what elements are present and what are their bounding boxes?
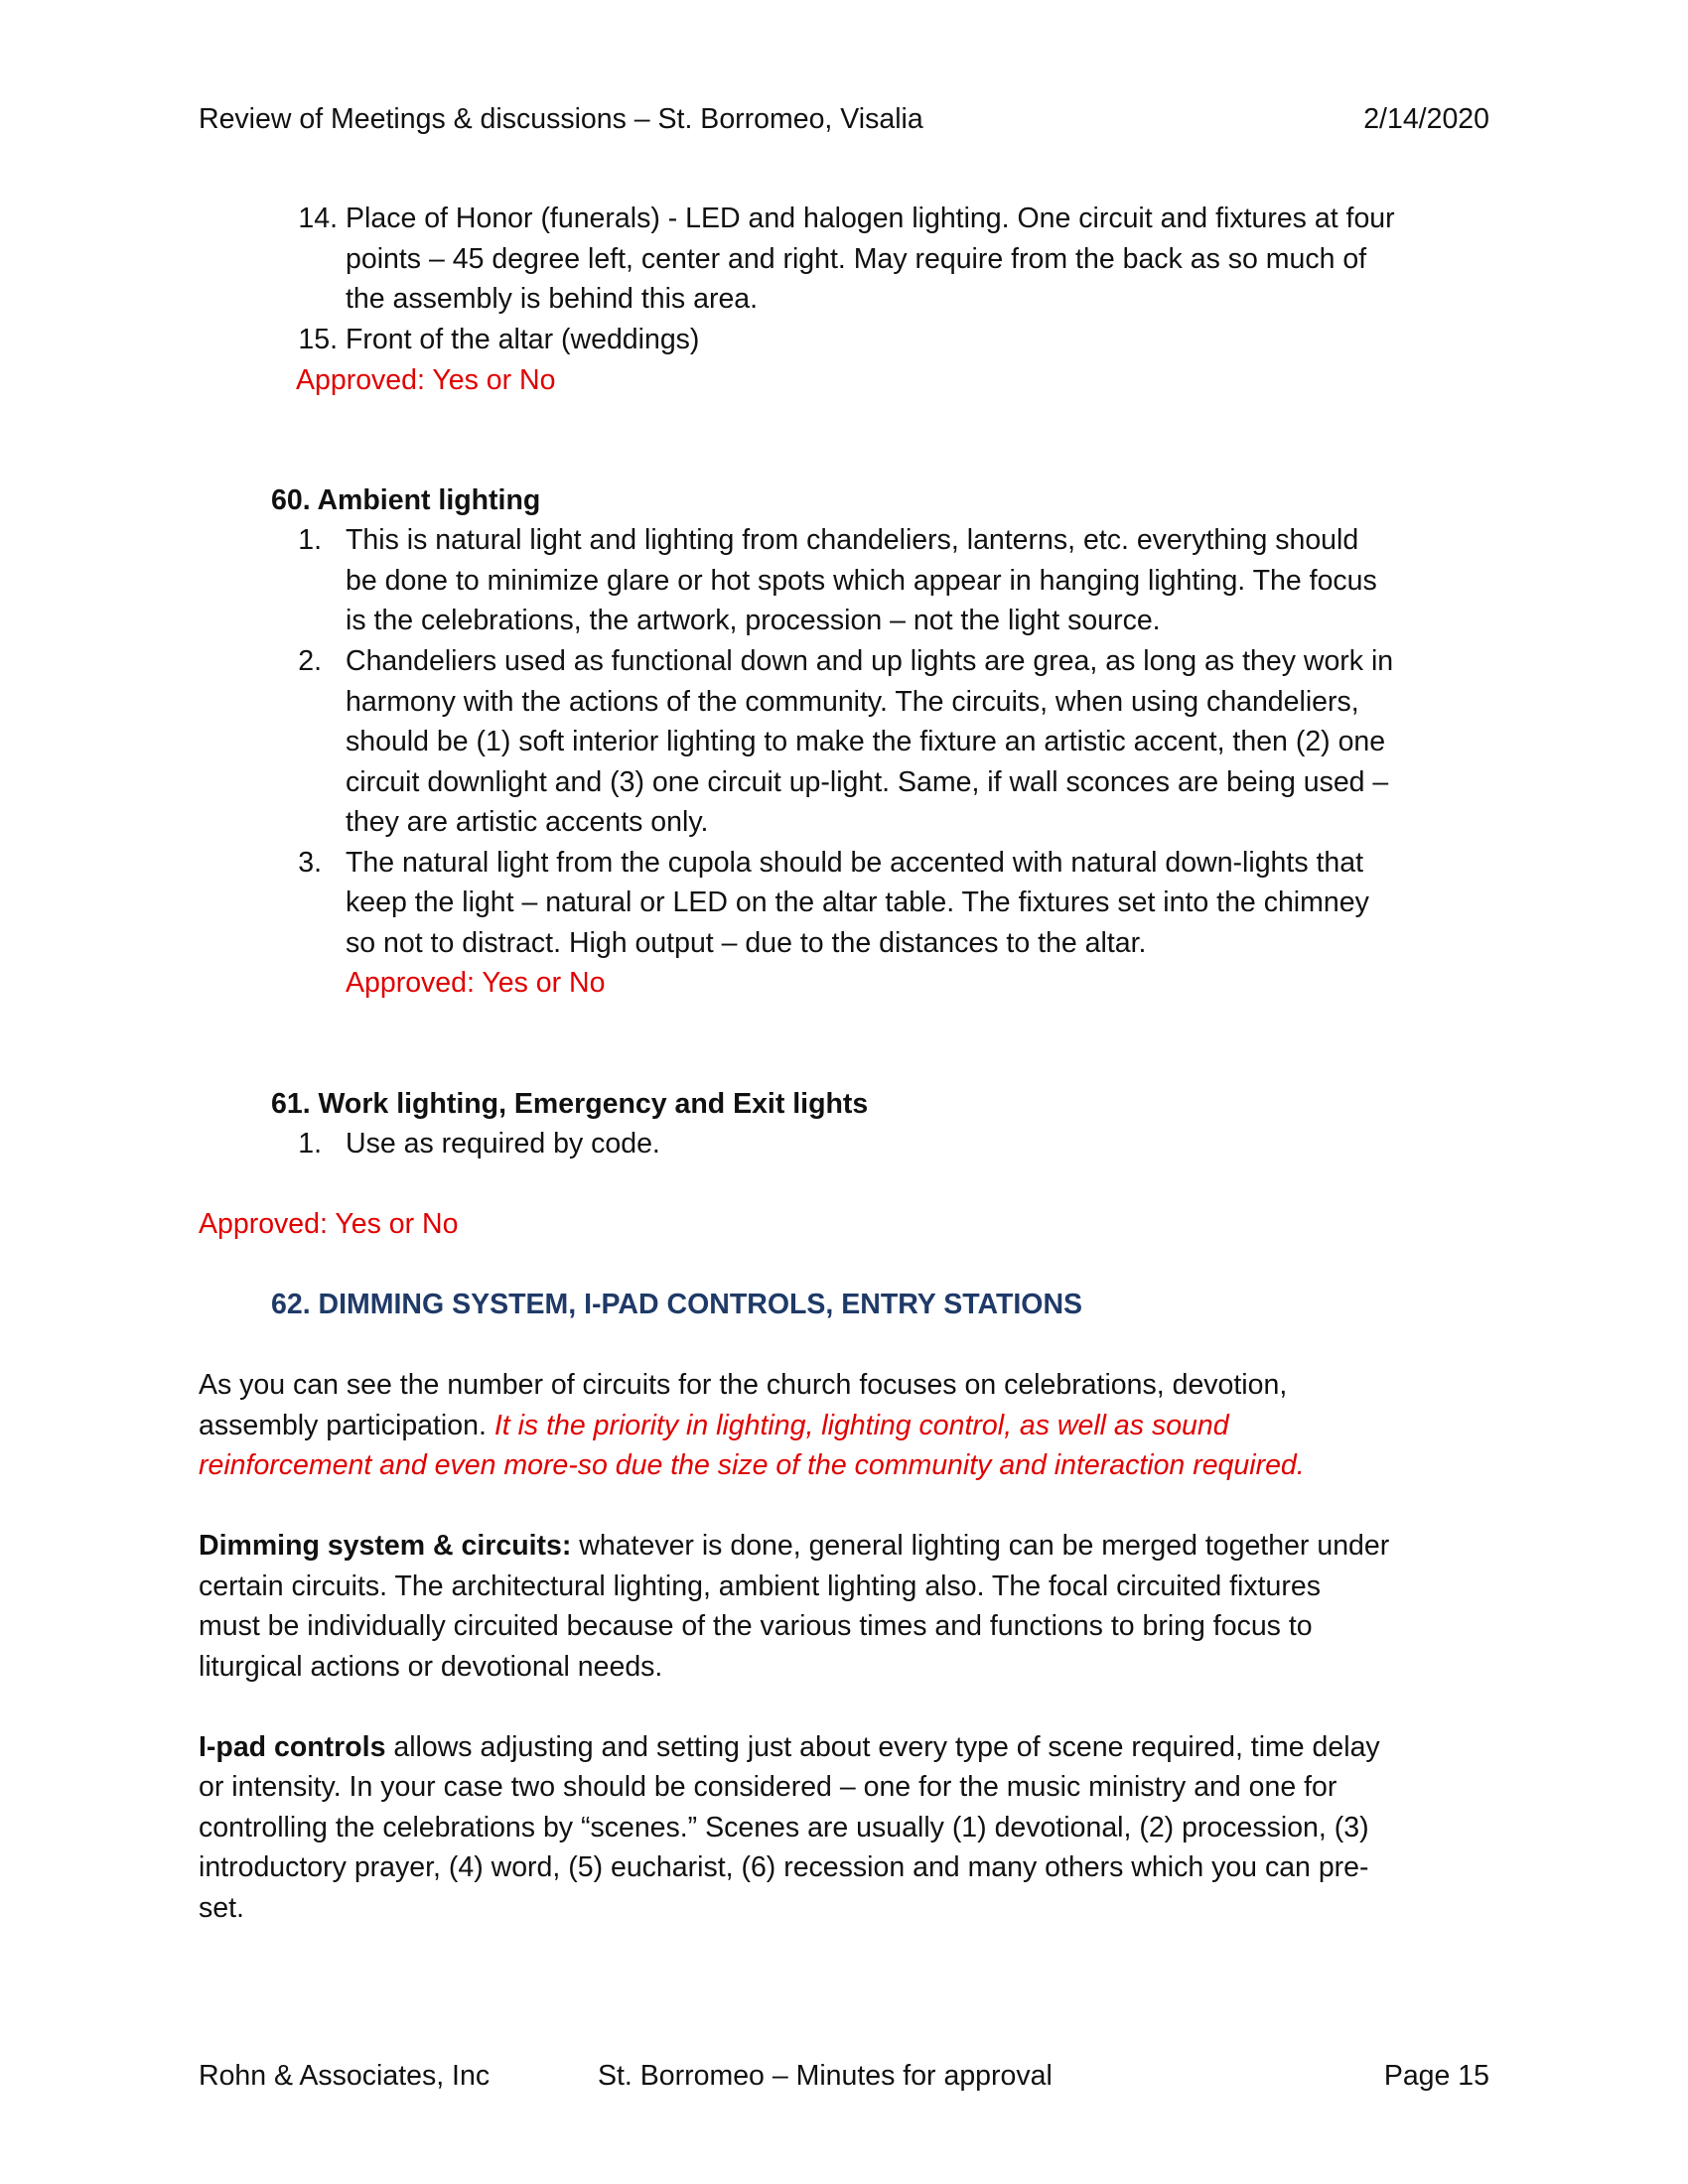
list-item-line: circuit downlight and (3) one circuit up-light. Same, if wall sconces are being used –: [346, 766, 1389, 798]
paragraph-text: assembly participation.: [199, 1410, 494, 1441]
section-heading: 60. Ambient lighting: [271, 484, 541, 516]
footer-doc-title: St. Borromeo – Minutes for approval: [598, 2060, 1053, 2092]
list-number: 14.: [298, 203, 338, 234]
list-item-line: This is natural light and lighting from chandeliers, lanterns, etc. everything should: [346, 524, 1359, 556]
list-item-line: Use as required by code.: [346, 1128, 660, 1160]
paragraph-line: liturgical actions or devotional needs.: [199, 1651, 663, 1683]
list-number: 1.: [298, 524, 322, 556]
paragraph-text: allows adjusting and setting just about every type of scene required, time delay: [385, 1731, 1380, 1763]
dimming-label: Dimming system & circuits:: [199, 1530, 572, 1562]
paragraph-line: or intensity. In your case two should be considered – one for the music ministry and one for: [199, 1771, 1337, 1803]
list-item-line: the assembly is behind this area.: [346, 283, 759, 315]
page-number: 15: [1458, 2060, 1489, 2092]
section-heading: 62. DIMMING SYSTEM, I-PAD CONTROLS, ENTRY STATIONS: [271, 1289, 1083, 1320]
list-item-line: they are artistic accents only.: [346, 806, 709, 838]
list-number: 3.: [298, 847, 322, 879]
list-number: 2.: [298, 645, 322, 677]
list-item-line: should be (1) soft interior lighting to make the fixture an artistic accent, then (2) one: [346, 726, 1386, 757]
emphasis-text: reinforcement and even more-so due the size of the community and interaction required.: [199, 1449, 1305, 1481]
list-item-line: The natural light from the cupola should be accented with natural down-lights that: [346, 847, 1364, 879]
paragraph-text: whatever is done, general lighting can be merged together under: [571, 1530, 1390, 1562]
paragraph-line: set.: [199, 1892, 244, 1924]
paragraph-line: As you can see the number of circuits for the church focuses on celebrations, devotion,: [199, 1369, 1288, 1401]
paragraph-line: introductory prayer, (4) word, (5) eucharist, (6) recession and many others which you can pre-: [199, 1851, 1369, 1883]
paragraph-line: [199, 1406, 1229, 1445]
list-item-line: be done to minimize glare or hot spots which appear in hanging lighting. The focus: [346, 565, 1377, 597]
ipad-label: I-pad controls: [199, 1731, 386, 1763]
list-item-line: harmony with the actions of the community. The circuits, when using chandeliers,: [346, 686, 1359, 718]
paragraph-line: [199, 1727, 1380, 1767]
paragraph-line: [199, 1526, 1389, 1566]
approval-line: Approved: Yes or No: [346, 967, 606, 999]
footer-company: Rohn & Associates, Inc: [199, 2060, 491, 2092]
list-item-line: Place of Honor (funerals) - LED and halogen lighting. One circuit and fixtures at four: [346, 203, 1395, 234]
list-number: 15.: [298, 324, 338, 355]
header-title: Review of Meetings & discussions – St. Borromeo, Visalia: [199, 103, 923, 135]
list-item-line: Front of the altar (weddings): [346, 324, 700, 355]
approval-line: Approved: Yes or No: [199, 1208, 459, 1240]
list-item-line: Chandeliers used as functional down and up lights are grea, as long as they work in: [346, 645, 1394, 677]
list-item-line: points – 45 degree left, center and right. May require from the back as so much of: [346, 243, 1367, 275]
emphasis-text: It is the priority in lighting, lighting control, as well as sound: [493, 1410, 1229, 1441]
footer-page: [1384, 2060, 1489, 2093]
list-item-line: so not to distract. High output – due to the distances to the altar.: [346, 927, 1147, 959]
approval-line: Approved: Yes or No: [296, 364, 556, 396]
list-number: 1.: [298, 1128, 322, 1160]
section-heading: 61. Work lighting, Emergency and Exit lights: [271, 1088, 869, 1120]
paragraph-line: controlling the celebrations by “scenes.” Scenes are usually (1) devotional, (2) procession, (3): [199, 1812, 1369, 1843]
list-item-line: is the celebrations, the artwork, procession – not the light source.: [346, 605, 1161, 636]
paragraph-line: must be individually circuited because of the various times and functions to bring focus to: [199, 1610, 1313, 1642]
list-item-line: keep the light – natural or LED on the altar table. The fixtures set into the chimney: [346, 887, 1369, 918]
page-label: Page: [1383, 2060, 1451, 2092]
header-date: 2/14/2020: [1363, 103, 1489, 135]
paragraph-line: certain circuits. The architectural lighting, ambient lighting also. The focal circuited fixtures: [199, 1570, 1321, 1602]
